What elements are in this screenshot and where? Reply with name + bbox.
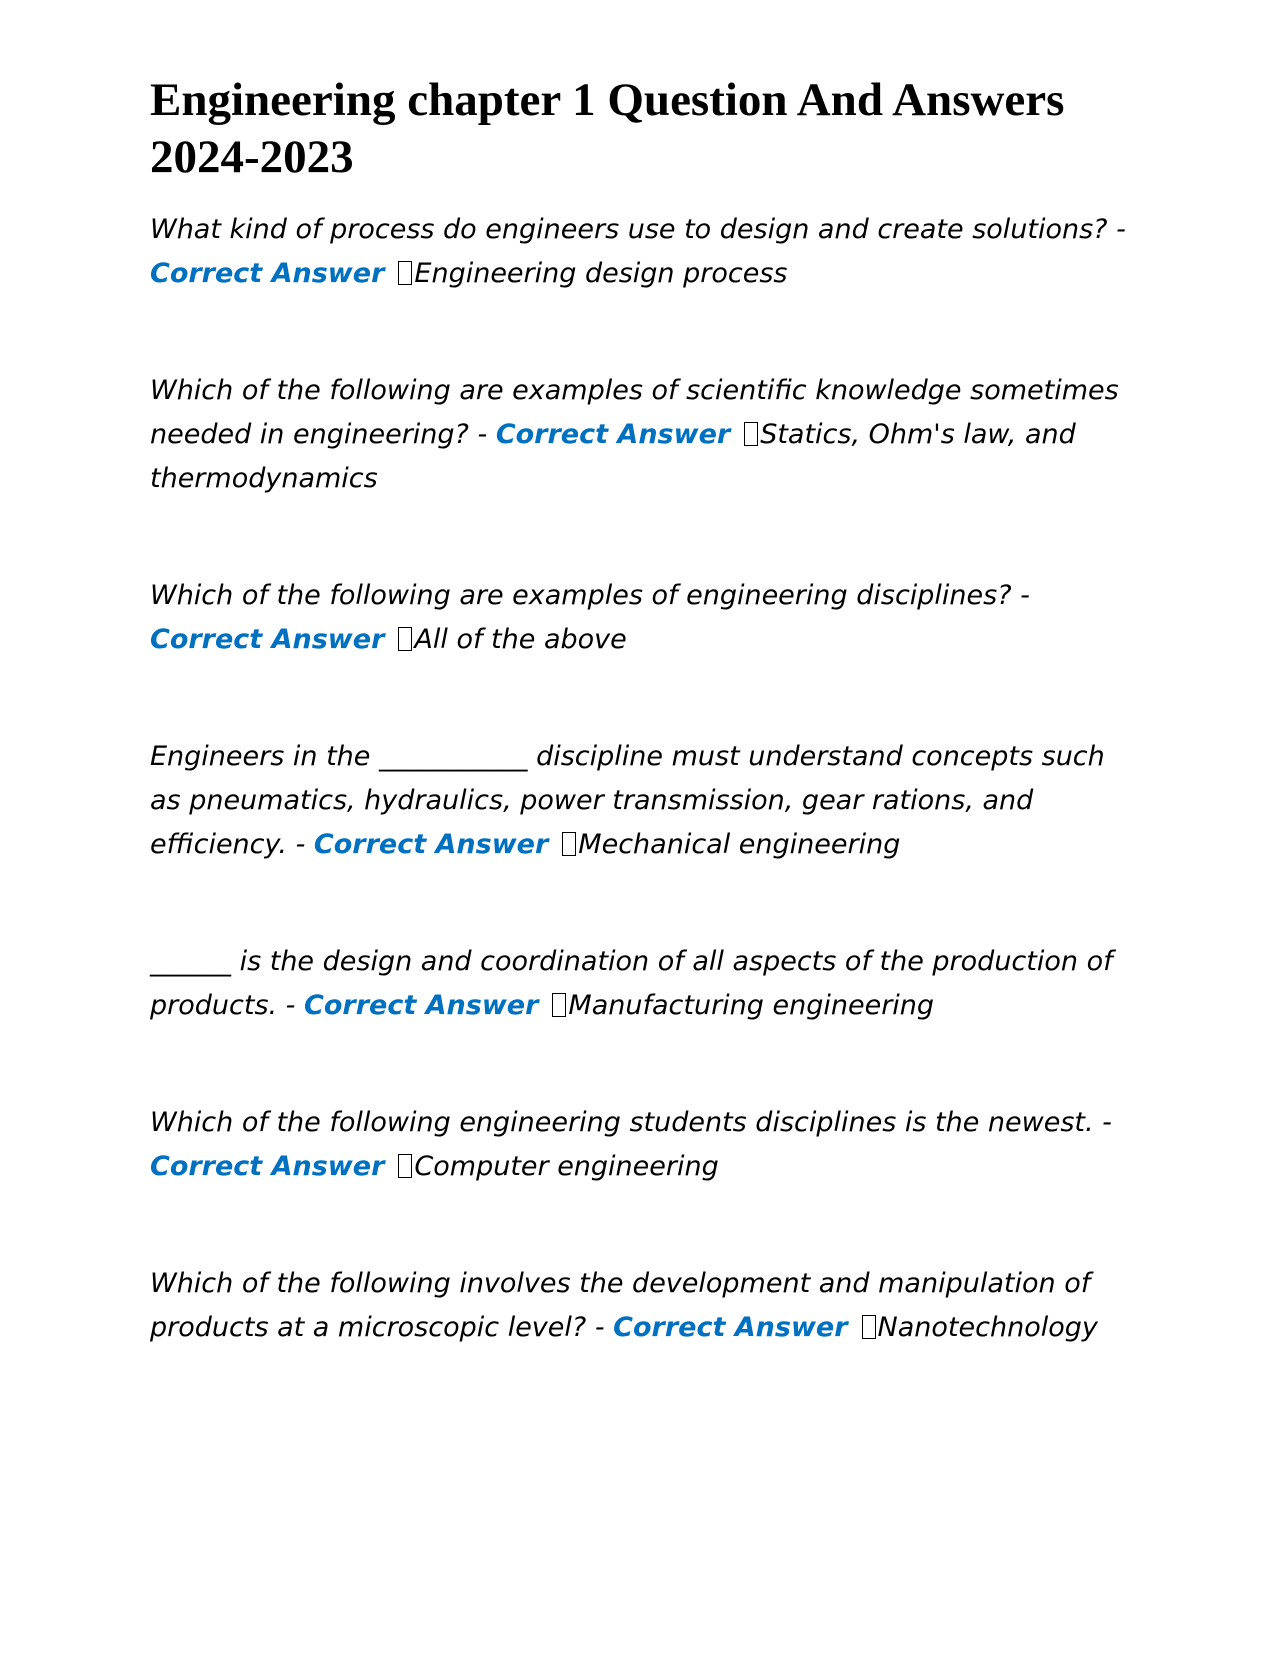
qa-item <box>150 369 1140 501</box>
answer-text: Nanotechnology <box>877 1312 1098 1343</box>
answer-text: Engineering design process <box>414 258 788 289</box>
separator: - <box>286 829 314 860</box>
qa-item <box>150 940 1140 1028</box>
separator: - <box>277 990 305 1021</box>
checkbox-glyph-icon <box>398 627 412 651</box>
document-page <box>150 72 1140 1423</box>
checkbox-glyph-icon <box>862 1315 876 1339</box>
question-text: What kind of process do engineers use to design and create solutions? <box>150 214 1108 245</box>
correct-answer-label: Correct Answer <box>150 624 385 655</box>
correct-answer-label: Correct Answer <box>613 1312 848 1343</box>
separator: - <box>468 419 496 450</box>
separator: - <box>1107 214 1126 245</box>
question-text: Which of the following are examples of engineering disciplines? <box>150 580 1012 611</box>
checkbox-glyph-icon <box>552 993 566 1017</box>
separator: - <box>586 1312 614 1343</box>
separator: - <box>1011 580 1030 611</box>
correct-answer-label: Correct Answer <box>495 419 731 450</box>
answer-text: Computer engineering <box>414 1151 719 1182</box>
checkbox-glyph-icon <box>398 1154 412 1178</box>
answer-text: Statics, Ohm's law, and thermodynamics <box>150 419 1076 494</box>
correct-answer-label: Correct Answer <box>150 1151 385 1182</box>
question-text: Which of the following involves the development and manipulation of products at a microscopic level? <box>150 1268 1091 1343</box>
answer-text: All of the above <box>414 624 627 655</box>
checkbox-glyph-icon <box>398 261 412 285</box>
page-title: Engineering chapter 1 Question And Answers 2024-2023 <box>150 74 1065 183</box>
checkbox-glyph-icon <box>744 422 758 446</box>
question-text: Which of the following engineering students disciplines is the newest. <box>150 1107 1094 1138</box>
separator: - <box>1093 1107 1112 1138</box>
qa-item <box>150 1101 1140 1189</box>
checkbox-glyph-icon <box>562 832 576 856</box>
qa-item <box>150 735 1140 867</box>
correct-answer-label: Correct Answer <box>304 990 539 1021</box>
answer-text: Manufacturing engineering <box>568 990 935 1021</box>
question-text: ______ is the design and coordination of all aspects of the production of products. <box>150 946 1113 1021</box>
question-text: Engineers in the ___________ discipline must understand concepts such as pneumatics, hydraulics, power transmission, gear rations, and efficiency. <box>150 741 1105 860</box>
correct-answer-label: Correct Answer <box>313 829 549 860</box>
qa-item <box>150 208 1140 296</box>
qa-item <box>150 574 1140 662</box>
qa-item <box>150 1262 1140 1350</box>
question-text: Which of the following are examples of scientific knowledge sometimes needed in engineering? <box>150 375 1119 450</box>
answer-text: Mechanical engineering <box>578 829 901 860</box>
correct-answer-label: Correct Answer <box>150 258 385 289</box>
